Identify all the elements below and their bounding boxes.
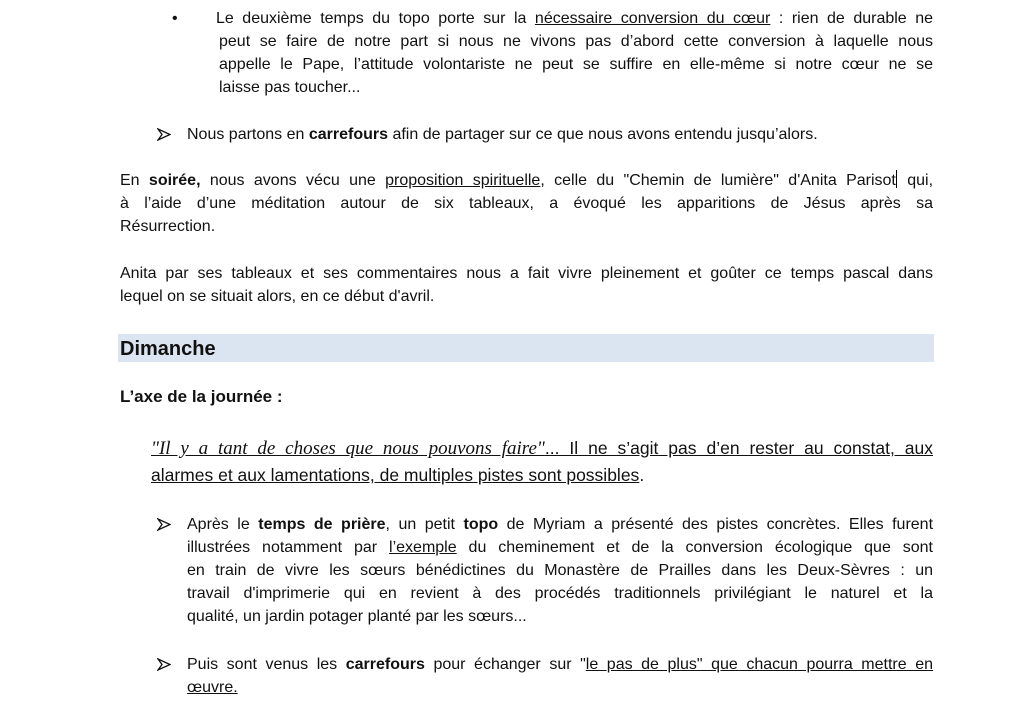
text-cursor: [896, 170, 897, 188]
bullet1-line1: Le deuxième temps du topo porte sur la nécessaire conversion du cœur : rien de durable ne: [216, 10, 933, 27]
arrow3-line1: Puis sont venus les carrefours pour échanger sur "le pas de plus" que chacun pourra mettre en: [187, 656, 933, 673]
bullet-dot: •: [172, 10, 178, 27]
quote-line2: alarmes et aux lamentations, de multiples pistes sont possibles.: [151, 465, 645, 485]
quote-paragraph: [151, 435, 933, 488]
paragraph-soiree: [120, 169, 933, 238]
arrow3-line2: œuvre.: [187, 679, 238, 696]
heading-background: [118, 334, 934, 362]
bullet1-line2: peut se faire de notre part si nous ne vivons pas d’abord cette conversion à laquelle nous: [219, 33, 933, 50]
bullet-paragraph-conversion: [216, 7, 933, 99]
sub-heading: L’axe de la journée :: [120, 387, 283, 406]
arrow2-line3: en train de vivre les sœurs bénédictines du Monastère de Prailles dans les Deux-Sèvres : un: [187, 562, 933, 579]
arrow-bullet-icon: [157, 658, 171, 671]
anita-line1: Anita par ses tableaux et ses commentaires nous a fait vivre pleinement et goûter ce temps pascal dans: [120, 265, 933, 282]
arrow2-line5: qualité, un jardin potager planté par les sœurs...: [187, 608, 527, 625]
arrow-paragraph-pas-de-plus: [187, 653, 933, 699]
anita-line2: lequel on se situait alors, en ce début d'avril.: [120, 288, 435, 305]
paragraph-anita: [120, 262, 933, 308]
arrow2-line2: illustrées notamment par l’exemple du cheminement et de la conversion écologique que sont: [187, 539, 934, 556]
arrow-bullet-icon: [157, 518, 171, 531]
quote-line1: "Il y a tant de choses que nous pouvons faire"... Il ne s’agit pas d’en rester au constat, aux: [151, 438, 933, 459]
arrow-paragraph-carrefours: Nous partons en carrefours afin de partager sur ce que nous avons entendu jusqu’alors.: [187, 126, 818, 143]
arrow2-line1: Après le temps de prière, un petit topo de Myriam a présenté des pistes concrètes. Elles furent: [187, 516, 934, 533]
soiree-line2: à l’aide d’une méditation autour de six tableaux, a évoqué les apparitions de Jésus après sa: [120, 195, 933, 212]
arrow-paragraph-priere: [187, 513, 933, 628]
arrow-bullet-icon: [157, 128, 171, 141]
section-heading: Dimanche: [120, 338, 216, 360]
arrow2-line4: travail d'imprimerie qui en revient à des procédés traditionnels privilégiant le naturel et la: [187, 585, 933, 602]
bullet1-line3: appelle le Pape, l’attitude volontariste ne peut se suffire en elle-même si notre cœur ne se: [219, 56, 933, 73]
soiree-line3: Résurrection.: [120, 218, 216, 235]
soiree-line1: En soirée, nous avons vécu une proposition spirituelle, celle du "Chemin de lumière" d'Anita Parisot qui,: [120, 172, 934, 189]
bullet1-line4: laisse pas toucher...: [219, 79, 361, 96]
